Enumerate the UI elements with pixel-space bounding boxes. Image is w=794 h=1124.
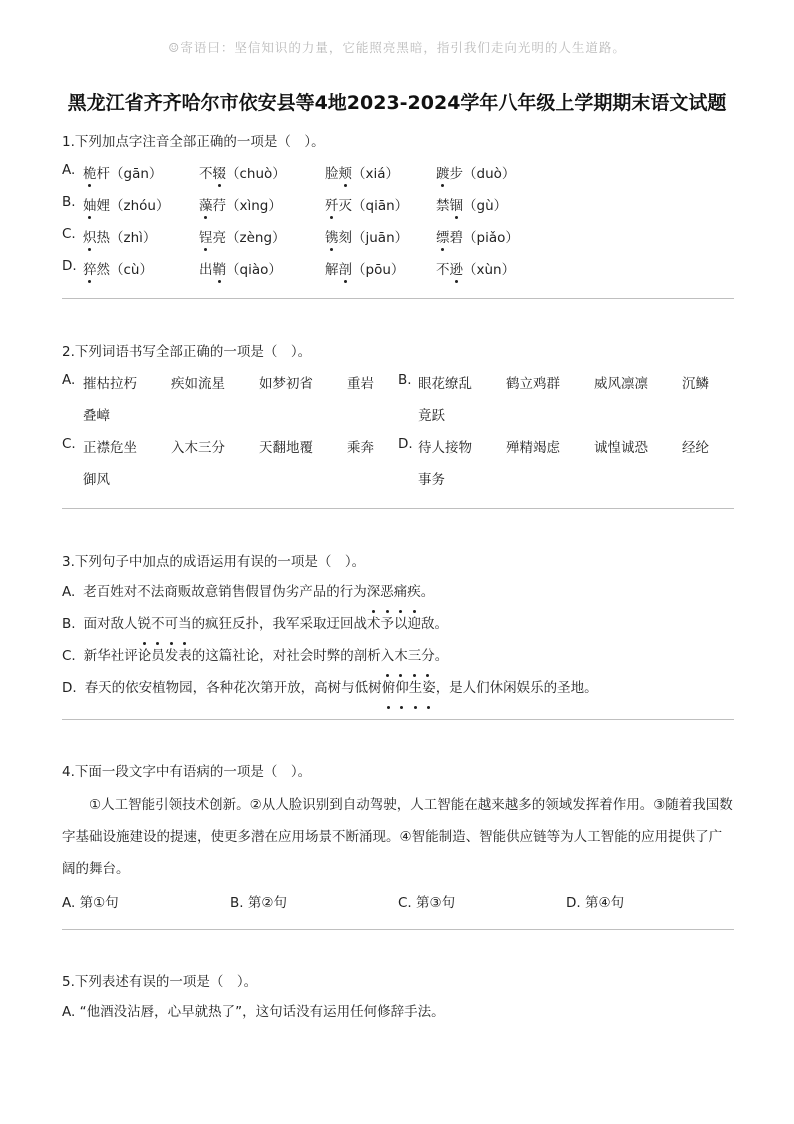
dotted-idiom	[367, 584, 421, 600]
option: A. 第①句	[62, 895, 119, 911]
pinyin-item	[83, 258, 153, 278]
pinyin-item	[325, 194, 408, 214]
pinyin-item	[436, 162, 515, 182]
text: （pōu）	[352, 262, 405, 278]
dotted-character: 姿	[422, 672, 436, 704]
word: 叠嶂	[83, 408, 110, 424]
pinyin-item	[325, 226, 408, 246]
dotted-character: 恶	[380, 576, 394, 608]
divider	[62, 298, 734, 299]
word: 疾如流星	[171, 376, 225, 392]
option-letter: B.	[398, 372, 412, 388]
word: 眼花缭乱	[418, 376, 472, 392]
pinyin-item	[436, 226, 519, 246]
dotted-character: 深	[367, 576, 381, 608]
pinyin-item	[199, 226, 286, 246]
option-letter: A.	[62, 372, 76, 388]
option-letter: D.	[62, 680, 77, 696]
dotted-character: 桅	[83, 162, 97, 182]
dotted-character: 逊	[450, 258, 464, 278]
word: 鹤立鸡群	[506, 376, 560, 392]
dotted-character: 鞘	[213, 258, 227, 278]
text: 不	[199, 166, 213, 182]
word: 沉鳞	[682, 376, 709, 392]
question-4-stem: 4.下面一段文字中有语病的一项是（ ）。	[62, 764, 312, 780]
word: 经纶	[682, 440, 709, 456]
text: 春天的依安植物园，各种花次第开放，高树与低树	[84, 680, 382, 696]
text: 面对敌人	[83, 616, 138, 632]
pinyin-item	[83, 194, 169, 214]
option-letter: A.	[62, 584, 76, 600]
option: A. “他酒没沾唇，心早就热了”，这句话没有运用任何修辞手法。	[62, 1004, 445, 1020]
dotted-character: 疾	[407, 576, 421, 608]
text: （xiá）	[352, 166, 400, 182]
dotted-character: 镌	[325, 226, 339, 246]
text: 老百姓对不法商贩故意销售假冒伪劣产品的行为	[83, 584, 367, 600]
text: 解	[325, 262, 339, 278]
text: ，是人们休闲娱乐的圣地。	[435, 680, 598, 696]
question-1-stem: 1.下列加点字注音全部正确的一项是（ ）。	[62, 134, 325, 150]
word: 待人接物	[418, 440, 472, 456]
pinyin-item	[436, 258, 515, 278]
text: 步（duò）	[449, 166, 516, 182]
text: 出	[199, 262, 213, 278]
question-4	[62, 762, 734, 917]
text: 禁	[436, 198, 450, 214]
dotted-character: 不	[151, 608, 165, 640]
word: 乘奔	[347, 440, 374, 456]
dotted-character: 猝	[83, 258, 97, 278]
question-2-stem: 2.下列词语书写全部正确的一项是（ ）。	[62, 344, 312, 360]
dotted-character: 颊	[339, 162, 353, 182]
question-5-stem: 5.下列表述有误的一项是（ ）。	[62, 974, 258, 990]
word: 天翻地覆	[259, 440, 313, 456]
option	[62, 608, 734, 640]
text: 。	[434, 648, 449, 664]
dotted-character: 锢	[450, 194, 464, 214]
dotted-character: 痛	[394, 576, 408, 608]
pinyin-item	[325, 162, 399, 182]
dotted-idiom	[138, 616, 192, 632]
dotted-character: 藻	[199, 194, 213, 214]
word: 重岩	[347, 376, 374, 392]
dotted-character: 锃	[199, 226, 213, 246]
word: 如梦初省	[259, 376, 313, 392]
question-3	[62, 552, 734, 704]
motto-header: ☺寄语曰：坚信知识的力量，它能照亮黑暗，指引我们走向光明的人生道路。	[168, 40, 626, 55]
text: 热（zhì）	[96, 230, 157, 246]
pinyin-item	[436, 194, 507, 214]
dotted-character: 入	[381, 640, 395, 672]
text: 刻（juān）	[338, 230, 409, 246]
word: 事务	[418, 472, 445, 488]
divider	[62, 508, 734, 509]
text: （chuò）	[226, 166, 286, 182]
dotted-idiom	[382, 680, 436, 696]
dotted-character: 可	[165, 608, 179, 640]
option-letter: B.	[62, 616, 76, 632]
word: 正襟危坐	[83, 440, 137, 456]
dotted-character: 仰	[395, 672, 409, 704]
dotted-character: 缥	[436, 226, 450, 246]
word: 竟跃	[418, 408, 445, 424]
text: 不	[436, 262, 450, 278]
option-letter: D.	[62, 258, 77, 274]
text: 脸	[325, 166, 339, 182]
text: （xùn）	[463, 262, 516, 278]
text: 碧（piǎo）	[449, 230, 519, 246]
option-letter: D.	[398, 436, 413, 452]
question-4-options	[62, 885, 734, 917]
pinyin-item	[199, 194, 282, 214]
option	[62, 672, 734, 704]
question-1-options	[62, 156, 734, 284]
question-3-stem: 3.下列句子中加点的成语运用有误的一项是（ ）。	[62, 554, 366, 570]
word: 摧枯拉朽	[83, 376, 137, 392]
option	[62, 576, 734, 608]
option: B. 第②句	[230, 895, 287, 911]
word: 入木三分	[171, 440, 225, 456]
option-row	[62, 252, 734, 284]
dotted-character: 当	[178, 608, 192, 640]
option-row	[62, 188, 734, 220]
dotted-character: 锐	[138, 608, 152, 640]
option: C. 第③句	[398, 895, 456, 911]
text: 新华社评论员发表的这篇社论，对社会时弊的剖析	[83, 648, 381, 664]
text: 娌（zhóu）	[96, 198, 170, 214]
option: D. 第④句	[566, 895, 625, 911]
word: 威风凛凛	[594, 376, 648, 392]
option-row	[62, 220, 734, 252]
dotted-character: 俯	[382, 672, 396, 704]
pinyin-item	[325, 258, 404, 278]
text: （qiào）	[226, 262, 282, 278]
option	[62, 640, 734, 672]
option-row	[62, 156, 734, 188]
option-letter: C.	[62, 648, 76, 664]
pinyin-item	[199, 258, 282, 278]
dotted-character: 歼	[325, 194, 339, 214]
text: （gù）	[463, 198, 508, 214]
question-2	[62, 342, 734, 494]
question-2-options	[62, 364, 734, 494]
dotted-character: 分	[421, 640, 435, 672]
pinyin-item	[199, 162, 286, 182]
option-letter: A.	[62, 162, 76, 178]
text: 然（cù）	[96, 262, 153, 278]
text: 亮（zèng）	[212, 230, 286, 246]
option-letter: C.	[62, 226, 76, 242]
text: 灭（qiān）	[338, 198, 409, 214]
dotted-character: 辍	[213, 162, 227, 182]
word: 殚精竭虑	[506, 440, 560, 456]
page-title: 黑龙江省齐齐哈尔市依安县等4地2023-2024学年八年级上学期期末语文试题	[67, 92, 727, 114]
divider	[62, 719, 734, 720]
text: 荇（xìng）	[212, 198, 282, 214]
pinyin-item	[83, 226, 156, 246]
pinyin-item	[83, 162, 162, 182]
question-4-passage: ①人工智能引领技术创新。②从人脸识别到自动驾驶，人工智能在越来越多的领域发挥着作用。③随着我国数字基础设施建设的提速，使更多潜在应用场景不断涌现。④智能制造、智能供应链等为人工智能的应用提供了广阔的舞台。	[62, 797, 733, 877]
dotted-character: 踱	[436, 162, 450, 182]
dotted-character: 三	[408, 640, 422, 672]
question-3-options	[62, 576, 734, 704]
word: 御风	[83, 472, 110, 488]
text: 。	[420, 584, 435, 600]
question-5	[62, 972, 734, 1028]
word: 诚惶诚恐	[594, 440, 648, 456]
dotted-character: 木	[394, 640, 408, 672]
divider	[62, 929, 734, 930]
question-1	[62, 132, 734, 284]
dotted-character: 妯	[83, 194, 97, 214]
dotted-idiom	[381, 648, 435, 664]
text: 的疯狂反扑，我军采取迂回战术予以迎敌。	[191, 616, 449, 632]
dotted-character: 炽	[83, 226, 97, 246]
option-letter: B.	[62, 194, 76, 210]
option-letter: C.	[62, 436, 76, 452]
dotted-character: 剖	[339, 258, 353, 278]
text: 杆（gān）	[96, 166, 163, 182]
dotted-character: 生	[409, 672, 423, 704]
